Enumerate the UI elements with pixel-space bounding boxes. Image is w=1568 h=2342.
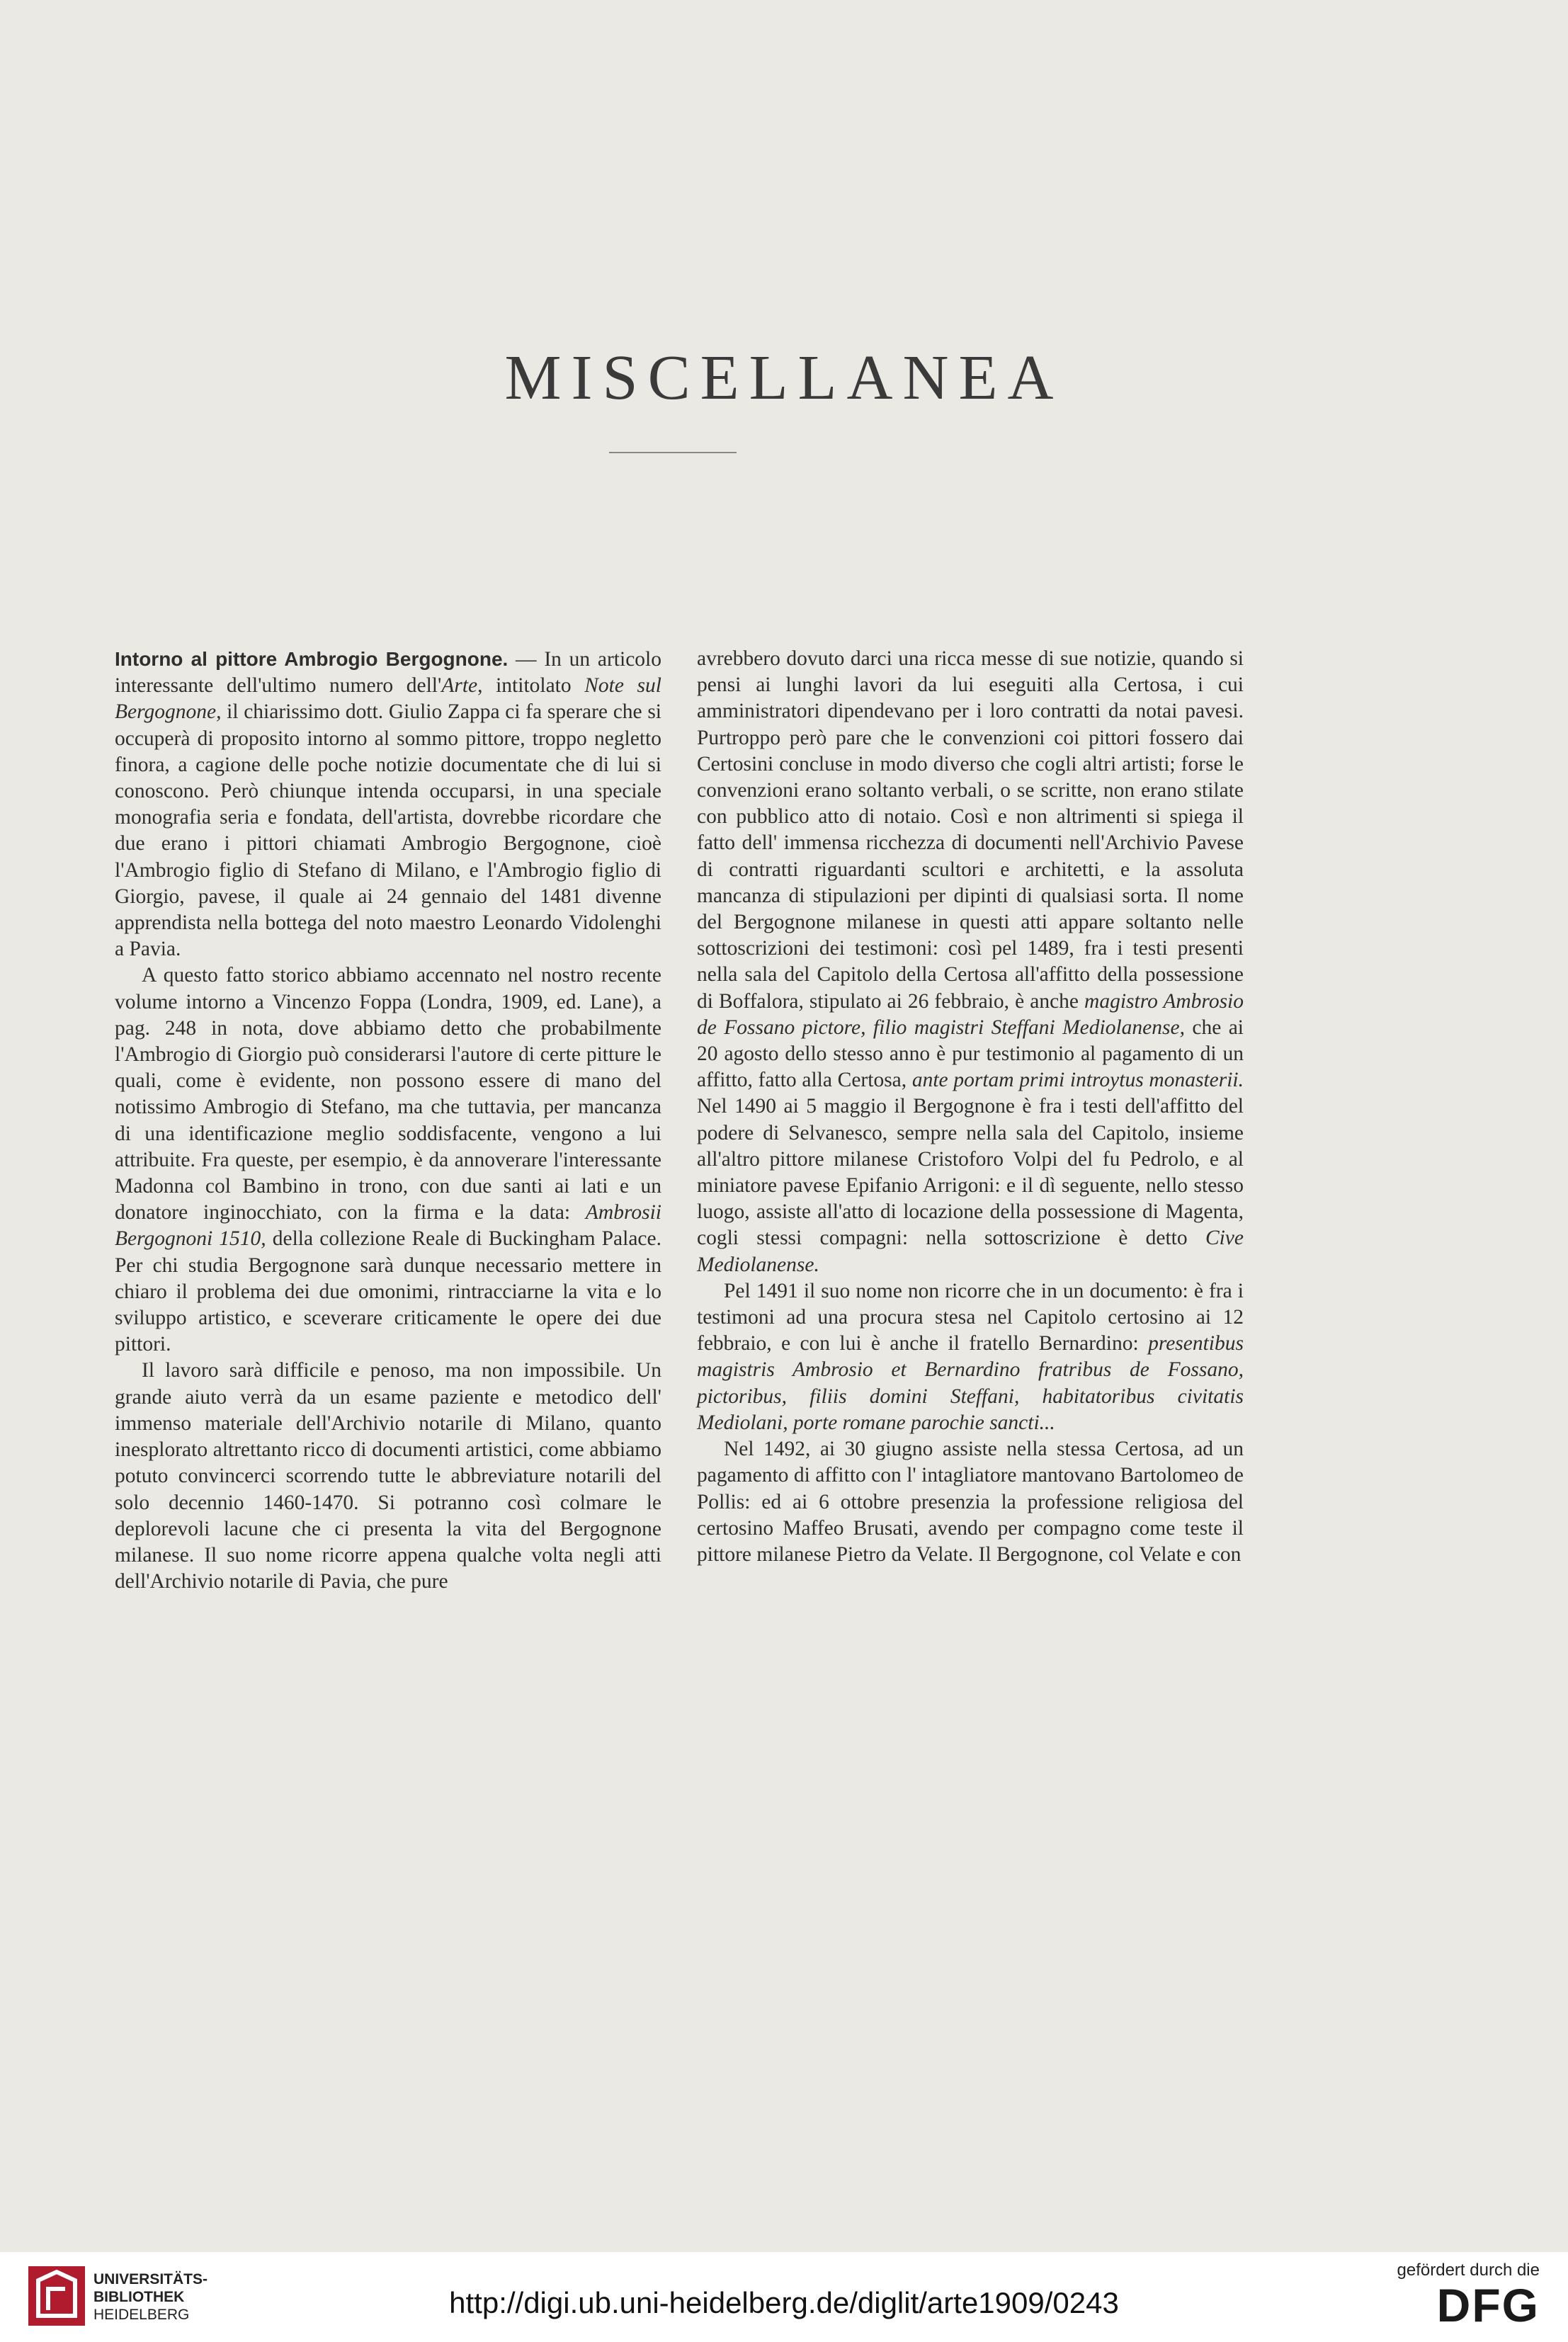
italic-text: Cive Mediolanense. [697,1227,1244,1276]
paragraph [115,962,661,1358]
italic-text: ante portam primi introytus monasterii. [911,1069,1244,1092]
paragraph: Nel 1492, ai 30 giugno assiste nella stessa Certosa, ad un pagamento di affitto con l' intagliatore mantovano Bartolomeo de Pollis: ed ai 6 ottobre presenzia la professione religiosa del certosino Maffeo Brusati, avendo per compagno come teste il pittore milanese Pietro da Velate. Il Bergognone, col Velate e con [697,1438,1244,1566]
title-divider [609,452,737,453]
italic-text: Note sul Bergognone, [115,674,661,724]
italic-text: presentibus magistris Ambrosio et Bernardino fratribus de Fossano, pictoribus, filiis domini Steffani, habitatoribus civitatis Mediolani, porte romane parochie sancti... [697,1332,1244,1434]
text-run: A questo fatto storico abbiamo accennato nel nostro recente volume intorno a Vincenzo Foppa (Londra, 1909, ed. Lane), a pag. 248 in nota, dove abbiamo detto che probabilmente l'Ambrogio di Giorgio può considerarsi l'autore di certe pitture le quali, come è evidente, non possono essere di mano del notissimo Ambrogio di Stefano, ma che tuttavia, per mancanza di una identificazione meglio soddisfacente, vengono a lui attribuite. Fra queste, per esempio, è da annoverare l'interessante Madonna col Bambino in trono, con due santi ai lati e un donatore inginocchiato, con la firma e la data: [115,964,661,1224]
text-run: Pel 1491 il suo nome non ricorre che in un documento: è fra i testimoni ad una procura stesa nel Capitolo certosino ai 12 febbraio, e con lui è anche il fratello Bernardino: [697,1279,1244,1355]
article-headline: Intorno al pittore Ambrogio Bergognone. [115,648,509,670]
footer-bar [0,2252,1568,2342]
text-run: Nel 1490 ai 5 maggio il Bergognone è fra i testi dell'affitto del podere di Selvanesco, sempre nella sala del Capitolo, insieme all'altro pittore milanese Cristoforo Volpi del fu Pedrolo, e al miniatore pavese Epifanio Arrigoni: e il dì seguente, nello stesso luogo, assiste all'atto di locazione della possessione di Magenta, cogli stessi compagni: nella sottoscrizione è detto [697,1095,1244,1250]
text-run: della collezione Reale di Buckingham Palace. Per chi studia Bergognone sarà dunque necessario mettere in chiaro il problema dei due omonimi, rintracciarne la vita e lo sviluppo artistico, e sceverare criticamente le opere dei due pittori. [115,1227,661,1356]
library-name-line: HEIDELBERG [93,2307,190,2323]
text-run: , intitolato [477,674,585,698]
paragraph [115,646,661,962]
left-column [115,646,661,1595]
page-title: MISCELLANEA [504,343,1064,413]
paragraph: Il lavoro sarà difficile e penoso, ma non impossibile. Un grande aiuto verrà da un esame paziente e metodico dell' immenso materiale dell'Archivio notarile di Milano, quanto inesplorato altrettanto ricco di documenti artistici, come abbiamo potuto convincerci scorrendo tutte le abbreviature notarili del solo decennio 1460-1470. Si potranno così colmare le deplorevoli lacune che ci presenta la vita del Bergognone milanese. Il suo nome ricorre appena qualche volta negli atti dell'Archivio notarile di Pavia, che pure [115,1359,661,1593]
paragraph [697,1278,1244,1436]
italic-text: Ambrosii Bergognoni 1510, [115,1201,661,1251]
library-name-line: BIBLIOTHEK [93,2289,185,2305]
text-run: In un articolo interessante dell'ultimo numero dell' [115,648,661,698]
dfg-logo: DFG [1436,2279,1540,2331]
paragraph [697,646,1244,1278]
text-run: il chiarissimo dott. Giulio Zappa ci fa sperare che si occuperà di proposito intorno al sommo pittore, troppo negletto finora, a cagione delle poche notizie documentate che di lui si conoscono. Però chiunque intenda occuparsi, in una speciale monografia seria e fondata, dell'artista, dovrebbe ricordare che due erano i pittori chiamati Ambrogio Bergognone, cioè l'Ambrogio figlio di Stefano di Milano, e l'Ambrogio figlio di Giorgio, pavese, il quale ai 24 gennaio del 1481 divenne apprendista nella bottega del noto maestro Leonardo Vidolenghi a Pavia. [115,700,661,961]
right-column [697,646,1244,1568]
sponsor [1397,2261,1540,2330]
sponsor-label: gefördert durch die [1397,2261,1540,2280]
text-run: che ai 20 agosto dello stesso anno è pur testimonio al pagamento di un affitto, fatto alla Certosa, [697,1016,1244,1092]
text-run: avrebbero dovuto darci una ricca messe di sue notizie, quando si pensi ai lunghi lavori da lui eseguiti alla Certosa, i cui amministratori dipendevano per i loro contratti da notai pavesi. Purtroppo però pare che le convenzioni coi pittori fossero dai Certosini concluse in modo diverso che cogli altri artisti; forse le convenzioni erano soltanto verbali, o se scritte, non erano stilate con pubblico atto di notaio. Così e non altrimenti si spiega il fatto dell' immensa ricchezza di documenti nell'Archivio Pavese di contratti riguardanti scultori e architetti, e la assoluta mancanza di stipulazioni per dipinti di qualsiasi sorta. Il nome del Bergognone milanese in questi atti appare soltanto nelle sottoscrizioni dei testimoni: così pel 1489, fra i testi presenti nella sala del Capitolo della Certosa all'affitto della possessione di Boffalora, stipulato ai 26 febbraio, è anche [697,647,1244,1013]
italic-text: Arte [441,674,478,698]
headline-dash: — [508,648,545,671]
italic-text: magistro Ambrosio de Fossano pictore, filio magistri Steffani Mediolanense, [697,989,1244,1039]
library-name-line: UNIVERSITÄTS- [93,2271,208,2287]
source-url-link[interactable]: http://digi.ub.uni-heidelberg.de/diglit/arte1909/0243 [449,2286,1119,2319]
